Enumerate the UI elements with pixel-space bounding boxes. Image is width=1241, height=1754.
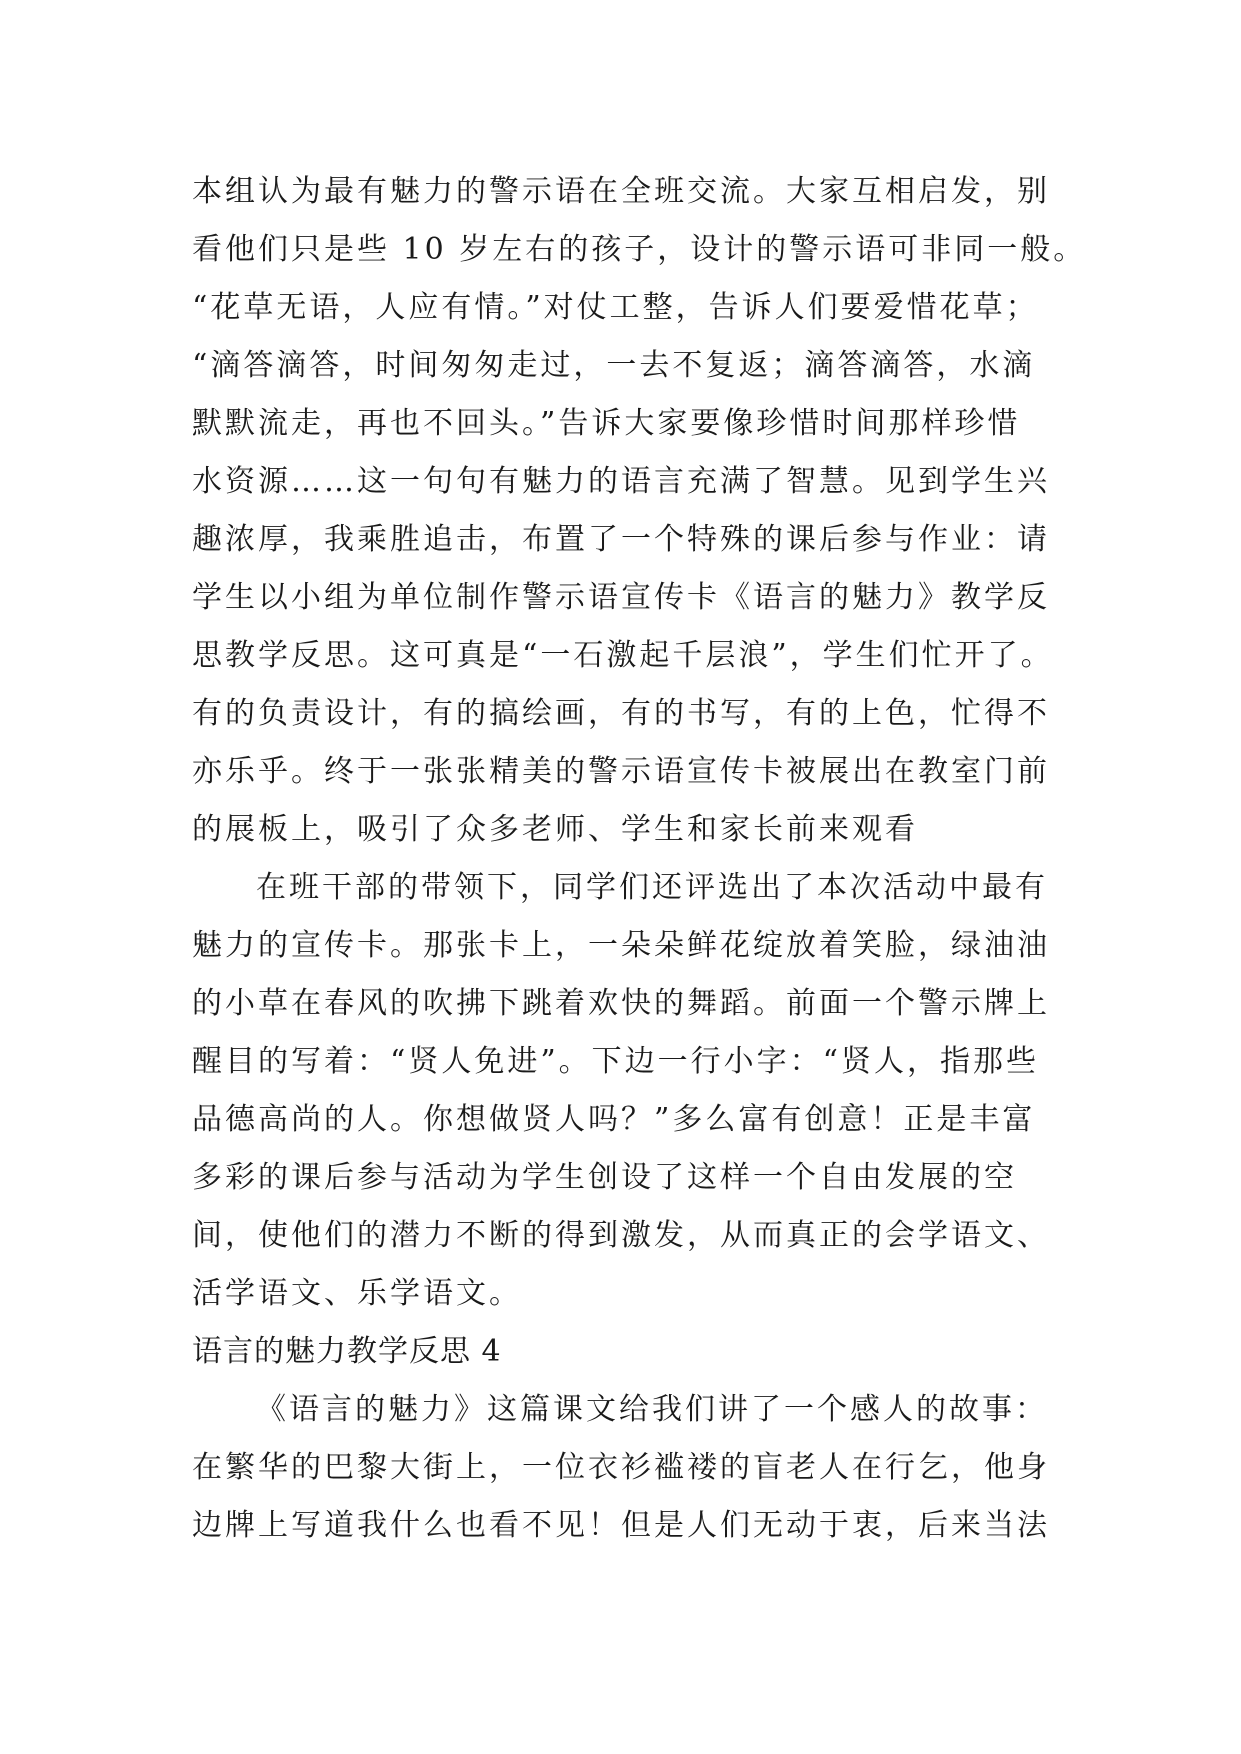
section-heading: 语言的魅力教学反思 4: [192, 1334, 502, 1369]
paragraph-line: 本组认为最有魅力的警示语在全班交流。大家互相启发，别: [192, 174, 1050, 209]
paragraph-first-line: 《语言的魅力》这篇课文给我们讲了一个感人的故事：: [256, 1392, 1048, 1427]
paragraph-line: 品德高尚的人。你想做贤人吗？”多么富有创意！正是丰富: [192, 1102, 1036, 1137]
paragraph-line: 在繁华的巴黎大街上，一位衣衫褴褛的盲老人在行乞，他身: [192, 1450, 1050, 1485]
paragraph-line: 默默流走，再也不回头。”告诉大家要像珍惜时间那样珍惜: [192, 406, 1021, 441]
paragraph-line: 活学语文、乐学语文。: [192, 1276, 522, 1311]
paragraph-line: 魅力的宣传卡。那张卡上，一朵朵鲜花绽放着笑脸，绿油油: [192, 928, 1050, 963]
paragraph-first-line: 在班干部的带领下，同学们还评选出了本次活动中最有: [256, 870, 1048, 905]
paragraph-line: 间，使他们的潜力不断的得到激发，从而真正的会学语文、: [192, 1218, 1050, 1253]
paragraph-line: 有的负责设计，有的搞绘画，有的书写，有的上色，忙得不: [192, 696, 1050, 731]
paragraph-line: 学生以小组为单位制作警示语宣传卡《语言的魅力》教学反: [192, 580, 1050, 615]
document-body: [192, 163, 1092, 1555]
paragraph-line: 思教学反思。这可真是“一石激起千层浪”，学生们忙开了。: [192, 638, 1054, 673]
paragraph-line: “滴答滴答，时间匆匆走过，一去不复返；滴答滴答，水滴: [192, 348, 1036, 383]
paragraph-line: 的展板上，吸引了众多老师、学生和家长前来观看: [192, 812, 918, 847]
paragraph-line: 亦乐乎。终于一张张精美的警示语宣传卡被展出在教室门前: [192, 754, 1050, 789]
paragraph-line: 看他们只是些 10 岁左右的孩子，设计的警示语可非同一般。: [192, 232, 1087, 267]
paragraph-line: 醒目的写着：“贤人免进”。下边一行小字：“贤人，指那些: [192, 1044, 1040, 1079]
paragraph-line: “花草无语，人应有情。”对仗工整，告诉人们要爱惜花草；: [192, 290, 1039, 325]
paragraph-line: 多彩的课后参与活动为学生创设了这样一个自由发展的空: [192, 1160, 1017, 1195]
paragraph-line: 的小草在春风的吹拂下跳着欢快的舞蹈。前面一个警示牌上: [192, 986, 1050, 1021]
paragraph-line: 水资源……这一句句有魅力的语言充满了智慧。见到学生兴: [192, 464, 1050, 499]
paragraph-line: 趣浓厚，我乘胜追击，布置了一个特殊的课后参与作业：请: [192, 522, 1050, 557]
paragraph-line: 边牌上写道我什么也看不见！但是人们无动于衷，后来当法: [192, 1508, 1050, 1543]
